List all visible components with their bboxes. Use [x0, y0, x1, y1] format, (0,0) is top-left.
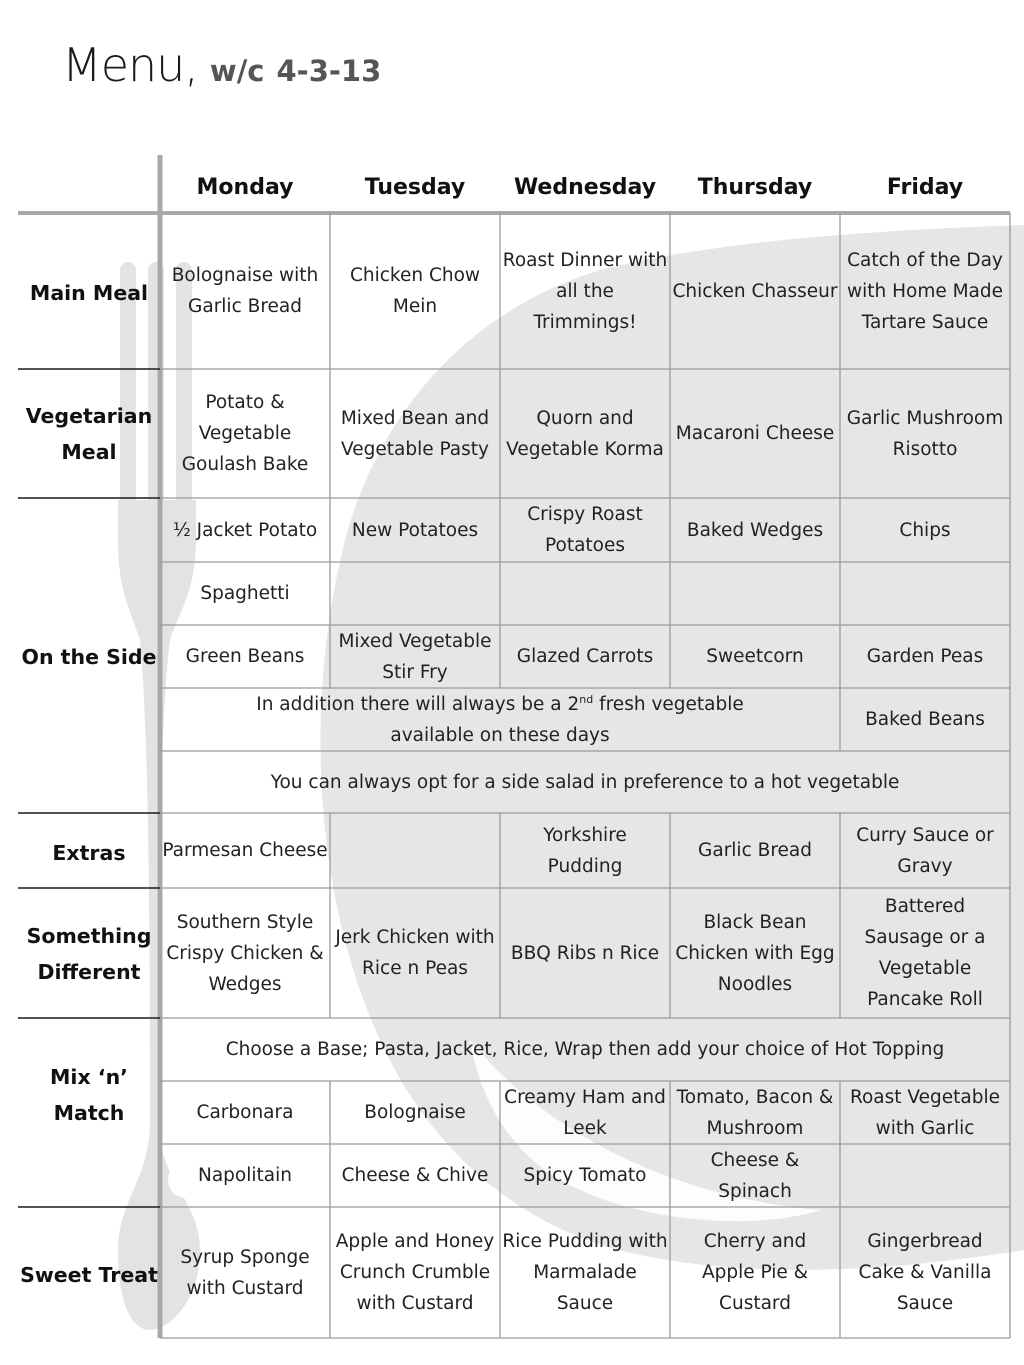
cell-text-line: Green Beans — [185, 646, 305, 667]
main-meal-cell-thursday — [670, 213, 840, 369]
cell-text-line: Leek — [563, 1117, 607, 1139]
cell-text-line: Vegetable Korma — [506, 438, 664, 460]
main-meal-cell-friday — [840, 213, 1010, 369]
cell-text-line: Battered — [884, 896, 966, 917]
extras-cell-thursday — [670, 813, 840, 888]
something-different-cell-friday — [840, 888, 1010, 1018]
cell-text-line: Vegetable — [198, 423, 292, 444]
title-week-commencing: w/c — [209, 54, 265, 88]
side-potatoes-cell-wednesday — [500, 498, 670, 562]
mix-row1-cell-tuesday — [330, 1081, 500, 1144]
side-note-superscript: nd — [579, 692, 594, 706]
cell-text-line: Rice Pudding with — [502, 1231, 668, 1252]
cell-text-line: Chips — [899, 519, 951, 541]
cell-text-line: Garden Peas — [866, 646, 984, 667]
side-extra-cell-thursday — [670, 562, 840, 625]
label-extras: Extras — [52, 841, 126, 865]
day-header-thursday: Thursday — [697, 174, 813, 200]
cell-text-line: Crispy Chicken & — [166, 942, 324, 964]
cell-text-line: New Potatoes — [351, 519, 479, 541]
cell-text-line: Stir Fry — [382, 661, 448, 683]
cell-text-line: Spaghetti — [200, 583, 290, 604]
extras-cell-friday — [840, 813, 1010, 888]
day-header-wednesday: Wednesday — [513, 174, 657, 200]
cell-text-line: with Custard — [356, 1293, 474, 1314]
label-mix-n-match-line1: Mix ‘n’ — [50, 1065, 128, 1089]
cell-text-line: Roast Vegetable — [849, 1086, 1001, 1108]
day-header-friday: Friday — [886, 174, 964, 200]
cell-text-line: Garlic Mushroom — [846, 407, 1004, 429]
cell-text-line: Sauce — [556, 1293, 614, 1314]
cell-text-line: Parmesan Cheese — [162, 840, 328, 861]
cell-text-line: Gravy — [897, 855, 953, 877]
cell-text-line: with Home Made — [846, 280, 1004, 302]
cell-text-line: Baked Wedges — [686, 519, 824, 541]
cell-text-line: Garlic Bread — [698, 840, 812, 861]
side-vegetable-note-line2: available on these days — [390, 724, 610, 746]
cell-text-line: Bolognaise with — [171, 265, 319, 286]
label-mix-n-match-line2: Match — [53, 1101, 125, 1125]
extras-cell-tuesday — [330, 813, 500, 888]
cell-text-line: with Custard — [186, 1277, 304, 1299]
cell-text-line: Rice n Peas — [362, 958, 468, 979]
vegetarian-cell-friday — [840, 369, 1010, 498]
cell-text-line: Jerk Chicken with — [335, 927, 495, 948]
cell-text-line: Curry Sauce or — [856, 824, 994, 846]
label-vegetarian-line2: Meal — [61, 440, 117, 464]
cell-text-line: Pancake Roll — [867, 989, 983, 1010]
something-different-cell-thursday — [670, 888, 840, 1018]
cell-text-line: Custard — [719, 1293, 791, 1314]
cell-text-line: Noodles — [717, 973, 793, 995]
cell-text-line: Quorn and — [536, 407, 634, 429]
cell-text-line: Apple Pie & — [701, 1262, 809, 1283]
cell-text-line: all the Trimmings! — [533, 280, 637, 333]
extras-cell-wednesday — [500, 813, 670, 888]
side-veg-cell-thursday — [670, 625, 840, 688]
vegetarian-cell-tuesday — [330, 369, 500, 498]
cell-text-line: Tartare Sauce — [861, 311, 989, 333]
mix-row2-cell-friday — [840, 1144, 1010, 1207]
cell-text-line: Catch of the Day — [847, 249, 1003, 271]
cell-text-line: Cheese & Chive — [341, 1165, 489, 1186]
label-sweet-treat: Sweet Treat — [20, 1263, 158, 1287]
cell-text-line: Vegetable — [878, 958, 972, 979]
side-vegetable-note-line1 — [256, 689, 744, 720]
cell-text-line: Chicken Chow — [349, 265, 481, 286]
vegetarian-cell-wednesday — [500, 369, 670, 498]
cell-text-line: Sweetcorn — [706, 646, 804, 667]
cell-text-line: Spicy Tomato — [523, 1165, 647, 1186]
mix-row1-cell-friday — [840, 1081, 1010, 1144]
sweet-treat-cell-monday — [160, 1207, 330, 1338]
vegetarian-cell-monday — [160, 369, 330, 498]
title-main: Menu, — [62, 38, 198, 92]
label-something-different-line2: Different — [37, 960, 141, 984]
cell-text-line: Mein — [392, 296, 438, 317]
day-header-monday: Monday — [196, 174, 294, 200]
cell-text-line: Apple and Honey — [335, 1231, 495, 1252]
mix-row1-cell-monday — [160, 1081, 330, 1144]
cell-text-line: Potatoes — [545, 535, 625, 556]
mix-row2-cell-tuesday — [330, 1144, 500, 1207]
side-salad-note: You can always opt for a side salad in preference to a hot vegetable — [270, 771, 900, 793]
cell-text-line: Vegetable Pasty — [341, 438, 489, 460]
cell-text-line: Chicken Chasseur — [672, 280, 838, 302]
side-extra-cell-monday — [160, 562, 330, 625]
sweet-treat-cell-thursday — [670, 1207, 840, 1338]
cell-text-line: Black Bean — [703, 911, 807, 933]
cell-text-line: Creamy Ham and — [504, 1086, 666, 1108]
cell-text-line: Crunch Crumble — [339, 1262, 491, 1283]
label-vegetarian-line1: Vegetarian — [25, 404, 153, 428]
cell-text-line: Carbonara — [196, 1102, 294, 1123]
cell-text-line: Bolognaise — [364, 1102, 466, 1123]
mix-row1-cell-wednesday — [500, 1081, 670, 1144]
cell-text-line: Mixed Vegetable — [338, 630, 492, 652]
cell-text-line: Glazed Carrots — [516, 646, 654, 667]
cell-text-line: Gingerbread — [867, 1231, 983, 1252]
cell-text-line: BBQ Ribs n Rice — [510, 942, 660, 964]
label-on-the-side: On the Side — [21, 645, 157, 669]
label-main-meal: Main Meal — [29, 281, 149, 305]
side-potatoes-cell-monday — [160, 498, 330, 562]
cell-text-line: Potato & — [205, 392, 285, 413]
cell-text-line: Spinach — [718, 1180, 792, 1202]
side-veg-cell-wednesday — [500, 625, 670, 688]
side-vegetable-note — [160, 688, 840, 751]
day-header-tuesday: Tuesday — [364, 174, 466, 200]
title-date: 4-3-13 — [276, 54, 382, 88]
side-extra-cell-wednesday — [500, 562, 670, 625]
sweet-treat-cell-friday — [840, 1207, 1010, 1338]
cell-text-line: Cheese & — [710, 1149, 800, 1171]
mix-row2-cell-thursday — [670, 1144, 840, 1207]
cell-text-line: Tomato, Bacon & — [676, 1086, 834, 1108]
mix-row2-cell-wednesday — [500, 1144, 670, 1207]
main-meal-cell-tuesday — [330, 213, 500, 369]
sweet-treat-cell-tuesday — [330, 1207, 500, 1338]
cell-text-line: Cherry and — [703, 1231, 807, 1252]
side-extra-cell-friday — [840, 562, 1010, 625]
cell-text-line: ½ Jacket Potato — [172, 519, 318, 541]
cell-text-line: with Garlic — [875, 1117, 975, 1139]
side-potatoes-cell-thursday — [670, 498, 840, 562]
cell-text-line: Cake & Vanilla — [858, 1262, 992, 1283]
side-note-text-end: fresh vegetable — [593, 693, 744, 715]
side-veg-cell-monday — [160, 625, 330, 688]
sweet-treat-cell-wednesday — [500, 1207, 670, 1338]
extras-cell-monday — [160, 813, 330, 888]
side-note-text: In addition there will always be a 2 — [256, 693, 580, 715]
cell-text-line: Napolitain — [198, 1165, 292, 1186]
mix-row1-cell-thursday — [670, 1081, 840, 1144]
side-veg-cell-tuesday — [330, 625, 500, 688]
side-potatoes-cell-friday — [840, 498, 1010, 562]
cell-text-line: Yorkshire — [543, 824, 627, 846]
cell-text-line: Goulash Bake — [181, 454, 309, 475]
cell-text-line: Chicken with Egg — [675, 942, 835, 964]
label-something-different-line1: Something — [26, 924, 152, 948]
cell-text-line: Risotto — [892, 438, 958, 460]
something-different-cell-tuesday — [330, 888, 500, 1018]
side-extra-cell-tuesday — [330, 562, 500, 625]
main-meal-cell-wednesday — [500, 213, 670, 369]
cell-text-line: Sauce — [896, 1293, 954, 1314]
cell-text-line: Crispy Roast — [527, 504, 643, 525]
cell-text-line: Roast Dinner with — [502, 249, 668, 271]
mix-n-match-note: Choose a Base; Pasta, Jacket, Rice, Wrap then add your choice of Hot Topping — [225, 1039, 945, 1060]
cell-text-line: Wedges — [208, 973, 282, 995]
main-meal-cell-monday — [160, 213, 330, 369]
cell-text-line: Garlic Bread — [188, 296, 302, 317]
side-potatoes-cell-tuesday — [330, 498, 500, 562]
mix-row2-cell-monday — [160, 1144, 330, 1207]
cell-text-line: Syrup Sponge — [180, 1246, 310, 1268]
side-note-friday: Baked Beans — [865, 709, 985, 730]
something-different-cell-wednesday — [500, 888, 670, 1018]
cell-text-line: Sausage or a — [864, 927, 986, 948]
cell-text-line: Southern Style — [176, 911, 314, 933]
something-different-cell-monday — [160, 888, 330, 1018]
cell-text-line: Mushroom — [706, 1117, 804, 1139]
cell-text-line: Pudding — [547, 855, 623, 877]
cell-text-line: Marmalade — [533, 1262, 637, 1283]
cell-text-line: Macaroni Cheese — [675, 423, 835, 444]
cell-text-line: Mixed Bean and — [340, 407, 490, 429]
vegetarian-cell-thursday — [670, 369, 840, 498]
side-veg-cell-friday — [840, 625, 1010, 688]
